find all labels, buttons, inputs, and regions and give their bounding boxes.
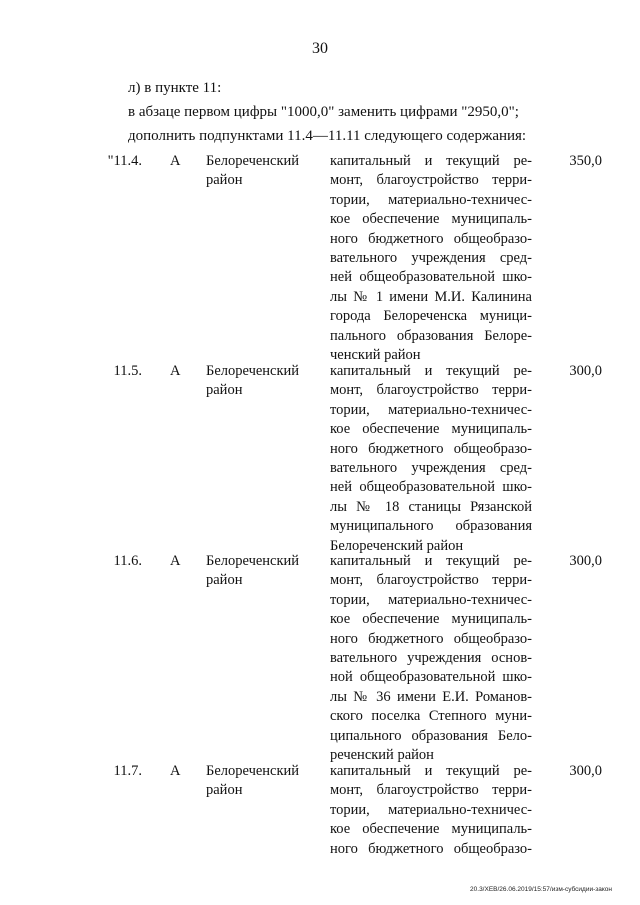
item-amount: 300,0: [569, 763, 602, 779]
description-line: пального образования Белоре-: [330, 327, 532, 344]
description-line: монт, благоустройство терри-: [330, 572, 532, 589]
region-line: Белореченский: [206, 763, 300, 779]
description-line: ципального образования Бело-: [330, 727, 532, 744]
description-line: кое обеспечение муниципаль-: [330, 211, 532, 228]
description-line: вательного учреждения сред-: [330, 250, 532, 267]
description-line: капитальный и текущий ре-: [330, 553, 532, 569]
description-line: тории, материально-техничес-: [330, 191, 532, 208]
description-line: капитальный и текущий ре-: [330, 763, 532, 779]
description-line: ного бюджетного общеобразо-: [330, 230, 532, 247]
item-amount: 350,0: [569, 153, 602, 169]
item-category: А: [170, 363, 181, 379]
item-region: [206, 362, 316, 401]
item-amount: 300,0: [569, 553, 602, 569]
description-line: кое обеспечение муниципаль-: [330, 821, 532, 838]
description-line: вательного учреждения сред-: [330, 460, 532, 477]
description-line: капитальный и текущий ре-: [330, 363, 532, 379]
item-category: А: [170, 553, 181, 569]
description-line: ского поселка Степного муни-: [330, 708, 532, 725]
description-line: ного бюджетного общеобразо-: [330, 840, 532, 857]
description-line: реченский район: [330, 747, 434, 764]
region-line: район: [206, 172, 243, 189]
region-line: район: [206, 782, 243, 799]
description-line: кое обеспечение муниципаль-: [330, 421, 532, 438]
description-line: ченский район: [330, 347, 421, 364]
item-number: 11.6.: [113, 553, 142, 569]
description-line: тории, материально-техничес-: [330, 591, 532, 608]
description-line: вательного учреждения основ-: [330, 650, 532, 667]
region-line: Белореченский: [206, 363, 300, 379]
footer-stamp: 20.3/XEB/26.06.2019/15:57/изм-субсидии-закон: [470, 886, 612, 893]
intro-line-1: л) в пункте 11:: [128, 80, 222, 96]
description-line: ной общеобразовательной шко-: [330, 669, 532, 686]
item-description: [330, 552, 532, 765]
item-region: [206, 762, 316, 801]
description-line: ного бюджетного общеобразо-: [330, 440, 532, 457]
description-line: ней общеобразовательной шко-: [330, 479, 532, 496]
item-number: 11.5.: [113, 363, 142, 379]
description-line: муниципального образования: [330, 518, 532, 535]
description-line: монт, благоустройство терри-: [330, 172, 532, 189]
item-number: "11.4.: [107, 153, 142, 169]
item-region: [206, 152, 316, 191]
description-line: лы № 1 имени М.И. Калинина: [330, 288, 532, 305]
region-line: Белореченский: [206, 553, 300, 569]
intro-line-3: дополнить подпунктами 11.4—11.11 следующего содержания:: [128, 128, 527, 144]
item-description: [330, 762, 532, 859]
description-line: ней общеобразовательной шко-: [330, 269, 532, 286]
description-line: тории, материально-техничес-: [330, 401, 532, 418]
description-line: монт, благоустройство терри-: [330, 382, 532, 399]
description-line: кое обеспечение муниципаль-: [330, 611, 532, 628]
intro-line-2: в абзаце первом цифры "1000,0" заменить цифрами "2950,0";: [128, 104, 519, 120]
description-line: лы № 36 имени Е.И. Романов-: [330, 688, 532, 705]
page-number: 30: [312, 40, 328, 57]
region-line: Белореченский: [206, 153, 300, 169]
description-line: тории, материально-техничес-: [330, 801, 532, 818]
description-line: капитальный и текущий ре-: [330, 153, 532, 169]
item-number: 11.7.: [113, 763, 142, 779]
description-line: лы № 18 станицы Рязанской: [330, 498, 532, 515]
item-region: [206, 552, 316, 591]
description-line: ного бюджетного общеобразо-: [330, 630, 532, 647]
description-line: Белореченский район: [330, 537, 464, 554]
item-description: [330, 152, 532, 365]
description-line: города Белореченска муници-: [330, 308, 532, 325]
item-category: А: [170, 153, 181, 169]
region-line: район: [206, 572, 243, 589]
item-amount: 300,0: [569, 363, 602, 379]
region-line: район: [206, 382, 243, 399]
item-category: А: [170, 763, 181, 779]
item-description: [330, 362, 532, 556]
description-line: монт, благоустройство терри-: [330, 782, 532, 799]
